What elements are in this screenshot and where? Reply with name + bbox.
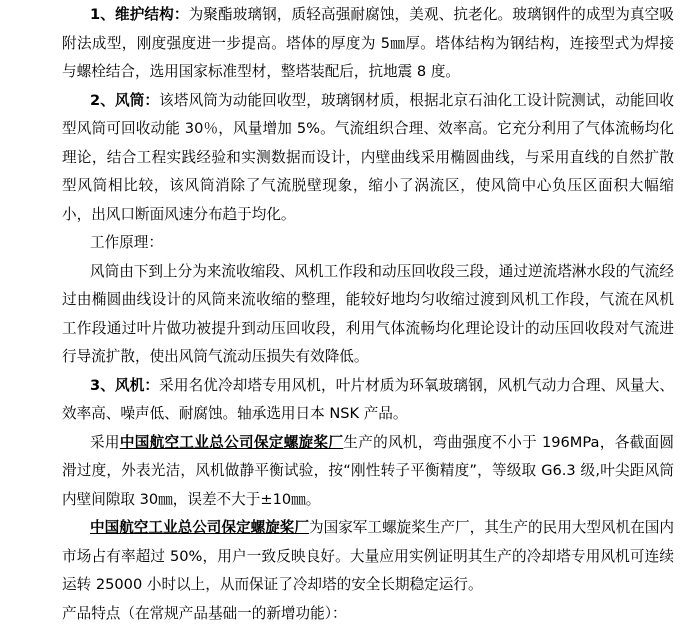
paragraph-text: 该塔风筒为动能回收型，玻璃钢材质，根据北京石油化工设计院测试，动能回收型风筒可回收动能 30％，风量增加 5%。气流组织合理、效率高。它充分利用了气体流畅均化理论，结合工程实践经验和实测数据而设计，内壁曲线采用椭圆曲线，与采用直线的自然扩散型风筒相比较，该风筒消除了气流脱壁现象，缩小了涡流区，使风筒中心负压区面积大幅缩小，出风口断面风速分布趋于均化。 bbox=[62, 92, 674, 223]
document-page bbox=[62, 1, 674, 628]
paragraph-text: 风筒由下到上分为来流收缩段、风机工作段和动压回收段三段，通过逆流塔淋水段的气流经过由椭圆曲线设计的风筒来流收缩的整理，能较好地均匀收缩过渡到风机工作段，气流在风机工作段通过叶片做功被提升到动压回收段，利用气体流畅均化理论设计的动压回收段对气流进行导流扩散，使出风筒气流动压损失有效降低。 bbox=[62, 263, 674, 366]
paragraph-text: 为国家军工螺旋桨生产厂，其生产的民用大型风机在国内市场占有率超过 50%，用户一致反映良好。大量应用实例证明其生产的冷却塔专用风机可连续运转 25000 小时以上，从而保证了冷却塔的安全长期稳定运行。 bbox=[62, 519, 674, 593]
subheading-working-principle: 工作原理： bbox=[90, 234, 163, 251]
paragraph-fan-manufacturer bbox=[62, 429, 674, 515]
paragraph-manufacturer-info bbox=[62, 514, 674, 600]
section-heading-fan: 3、风机： bbox=[90, 377, 159, 394]
subheading-product-features: 产品特点（在常规产品基础一的新增功能）： bbox=[62, 605, 347, 622]
paragraph-air-duct bbox=[62, 87, 674, 230]
paragraph-fan bbox=[62, 372, 674, 429]
section-heading-air-duct: 2、风筒： bbox=[90, 92, 159, 109]
paragraph-working-principle-label bbox=[62, 229, 674, 258]
paragraph-working-principle bbox=[62, 258, 674, 372]
paragraph-lead: 采用 bbox=[90, 434, 120, 451]
company-name-link[interactable]: 中国航空工业总公司保定螺旋桨厂 bbox=[90, 519, 309, 536]
paragraph-maintenance-structure bbox=[62, 1, 674, 87]
section-heading-maintenance-structure: 1、维护结构： bbox=[90, 6, 189, 23]
paragraph-product-features bbox=[62, 600, 674, 628]
paragraph-text: 采用名优冷却塔专用风机，叶片材质为环氧玻璃钢，风机气动力合理、风量大、效率高、噪声低、耐腐蚀。轴承选用日本 NSK 产品。 bbox=[62, 377, 674, 423]
company-name-link[interactable]: 中国航空工业总公司保定螺旋桨厂 bbox=[120, 434, 344, 451]
paragraph-text: 为聚酯玻璃钢，质轻高强耐腐蚀，美观、抗老化。玻璃钢件的成型为真空吸附法成型，刚度强度进一步提高。塔体的厚度为 5㎜厚。塔体结构为钢结构，连接型式为焊接与螺栓结合，选用国家标准型材，整塔装配后，抗地震 8 度。 bbox=[62, 6, 674, 80]
paragraph-text: 生产的风机，弯曲强度不小于 196MPa，各截面圆滑过度，外表光洁，风机做静平衡试验，按“刚性转子平衡精度”，等级取 G6.3 级,叶尖距风筒内壁间隙取 30㎜，误差不大于±10㎜。 bbox=[62, 434, 674, 508]
